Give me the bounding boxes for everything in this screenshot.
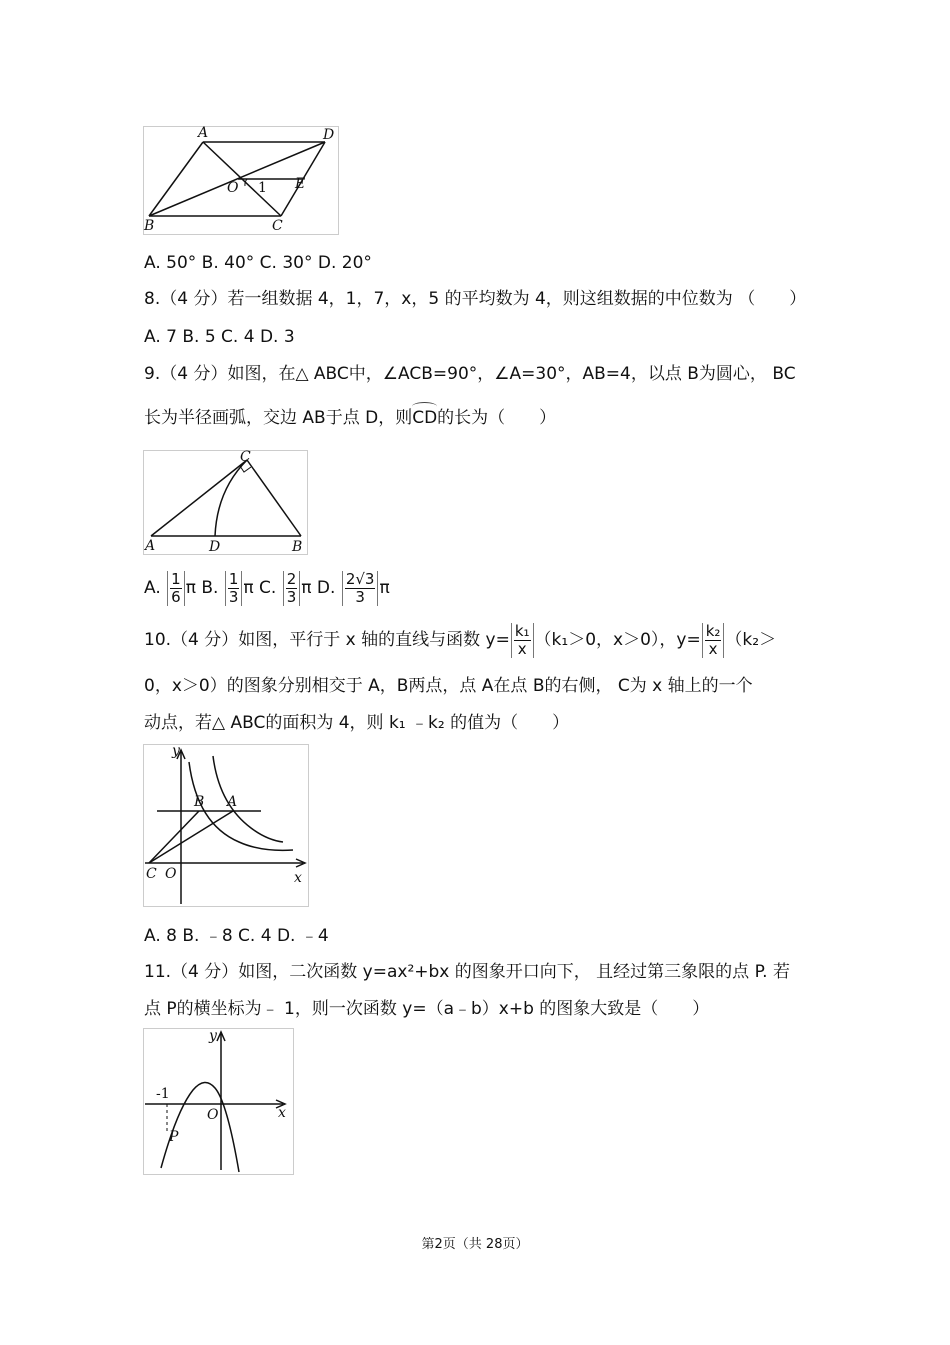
q7-label-o: O	[227, 180, 239, 196]
q9-question-line2	[144, 407, 556, 429]
q11-parabola-figure	[143, 1028, 295, 1176]
q11-question-line2: 点 P的横坐标为﹣ 1，则一次函数 y=（a﹣b）x+b 的图象大致是（ ）	[144, 999, 710, 1019]
q8-question: 8.（4 分）若一组数据 4，1，7，x，5 的平均数为 4，则这组数据的中位数为 （ ）	[144, 289, 807, 309]
q10-label-b: B	[194, 794, 205, 810]
q9-label-b: B	[292, 539, 303, 555]
q7-figure-svg	[143, 126, 340, 236]
page-footer: 第2页（共 28页）	[421, 1237, 529, 1252]
q10-figure-svg	[143, 744, 310, 908]
q9-arc-cd: CD	[412, 408, 438, 428]
q7-label-a: A	[198, 126, 209, 141]
q11-figure-svg	[143, 1028, 295, 1176]
q9-label-c: C	[240, 450, 251, 465]
q9-options	[144, 568, 390, 608]
q9-option-a: A. $\frac{1}{6}$ π	[144, 569, 196, 606]
q11-label-o: O	[207, 1107, 219, 1123]
q7-label-e: E	[295, 176, 306, 192]
q9-option-b: B. $\frac{1}{3}$ π	[201, 569, 254, 606]
q7-label-angle-1: 1	[258, 180, 267, 196]
q10-label-a: A	[227, 794, 238, 810]
q11-question-line1: 11.（4 分）如图，二次函数 y=ax²+bx 的图象开口向下， 且经过第三象限的点 P. 若	[144, 962, 790, 982]
q9-option-d: D. $\frac{2√3}{3}$ π	[316, 569, 390, 606]
q9-line2-post: 的长为（ ）	[437, 408, 557, 428]
q9-figure-svg	[143, 450, 309, 556]
q11-label-y: y	[209, 1028, 217, 1044]
q7-label-c: C	[272, 218, 283, 234]
q10-question-line1: 10.（4 分）如图，平行于 x 轴的直线与函数 y= $\frac{\text{k₁}}{x}$ （k₁＞0，x＞0），y= $\frac{\text{k₂}}{x}$ （k₂＞	[144, 621, 777, 658]
q10-graph-figure	[143, 744, 310, 908]
q10-question-line2: 0，x＞0）的图象分别相交于 A，B两点，点 A在点 B的右侧， C为 x 轴上的一个	[144, 676, 753, 696]
q9-triangle-figure	[143, 450, 309, 556]
q11-label-x: x	[278, 1105, 286, 1121]
q10-label-c: C	[146, 866, 157, 882]
q10-options: A. 8 B. ﹣8 C. 4 D. ﹣4	[144, 926, 329, 946]
q7-label-b: B	[144, 218, 155, 234]
q8-options: A. 7 B. 5 C. 4 D. 3	[144, 327, 295, 347]
q10-label-x: x	[294, 870, 302, 886]
q7-parallelogram-figure	[143, 126, 340, 236]
q10-question-line3: 动点，若△ ABC的面积为 4，则 k₁ ﹣k₂ 的值为（ ）	[144, 713, 570, 733]
q9-option-c: C. $\frac{2}{3}$ π	[259, 569, 312, 606]
q9-label-d: D	[209, 539, 221, 555]
q9-label-a: A	[145, 538, 156, 554]
q9-line2-pre: 长为半径画弧，交边 AB于点 D，则	[144, 408, 413, 428]
q7-options: A. 50° B. 40° C. 30° D. 20°	[144, 253, 372, 273]
q11-label-p: P	[169, 1129, 179, 1145]
q7-label-d: D	[323, 127, 335, 143]
q9-question-line1: 9.（4 分）如图，在△ ABC中，∠ACB=90°，∠A=30°，AB=4，以点 B为圆心， BC	[144, 364, 796, 384]
q11-label-neg1: -1	[156, 1086, 170, 1102]
q10-label-o: O	[165, 866, 177, 882]
q10-label-y: y	[172, 744, 180, 759]
